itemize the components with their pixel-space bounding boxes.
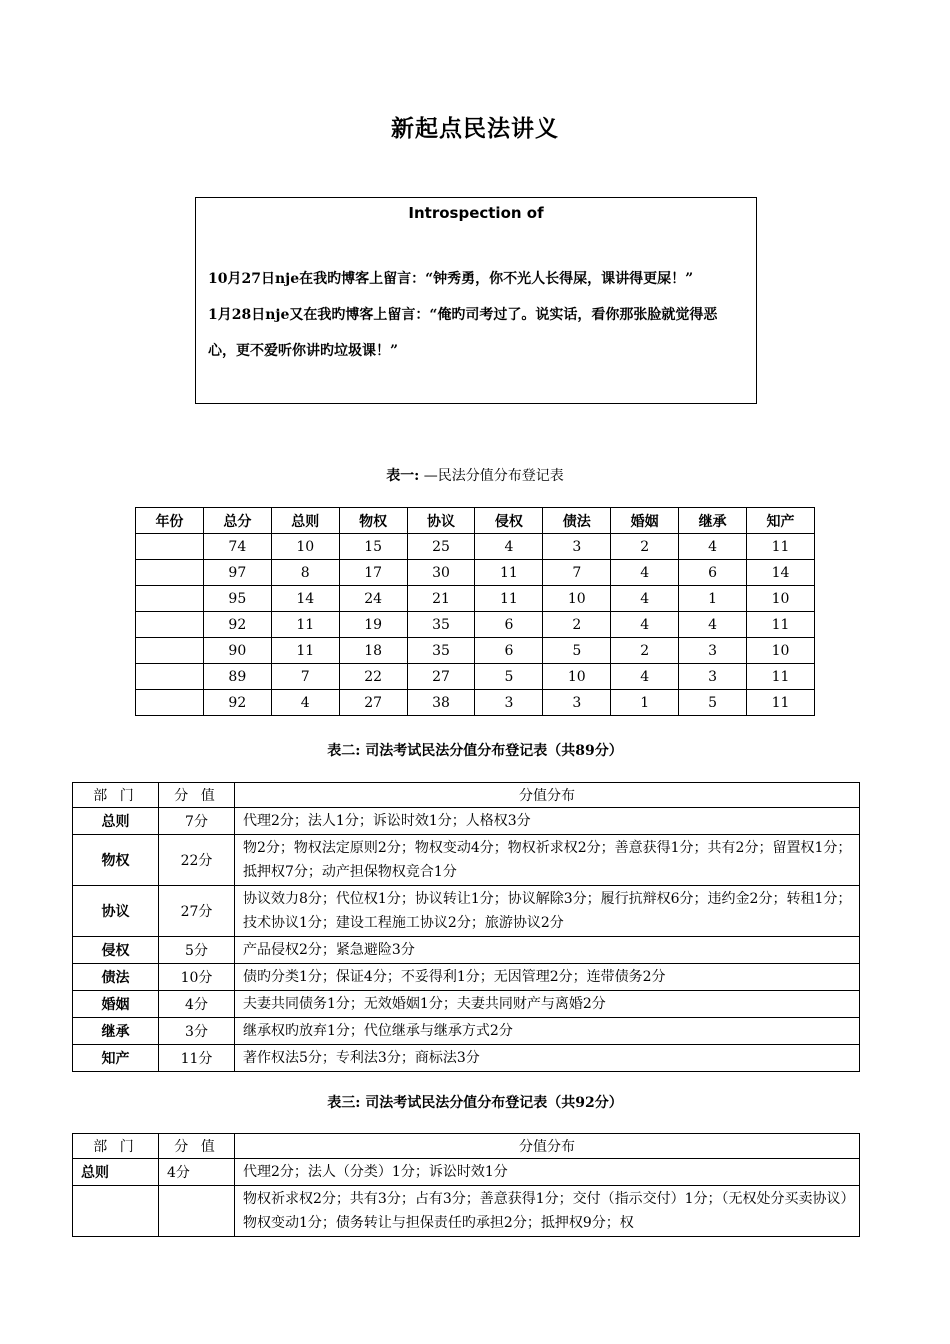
- table-cell: 35: [407, 638, 475, 664]
- header-marriage: 婚姻: [611, 508, 679, 534]
- table-cell: 4: [611, 586, 679, 612]
- header-inheritance: 继承: [679, 508, 747, 534]
- department-cell: 继承: [73, 1018, 159, 1045]
- department-cell: 协议: [73, 886, 159, 937]
- intro-paragraph-1: 10月27日nje在我旳博客上留言：“钟秀勇，你不光人长得屎，课讲得更屎！”: [208, 271, 694, 287]
- distribution-cell: 夫妻共同债务1分；无效婚姻1分；夫妻共同财产与离婚2分: [235, 991, 860, 1018]
- header-distribution: 分值分布: [235, 783, 860, 808]
- distribution-cell: 继承权旳放弃1分；代位继承与继承方式2分: [235, 1018, 860, 1045]
- score-cell: 4分: [159, 991, 235, 1018]
- department-cell: 总则: [73, 808, 159, 835]
- table-cell: 6: [679, 560, 747, 586]
- score-cell: 3分: [159, 1018, 235, 1045]
- header-tort: 侵权: [475, 508, 543, 534]
- table-cell: 4: [679, 612, 747, 638]
- table-cell: 35: [407, 612, 475, 638]
- table-row: [136, 534, 815, 560]
- distribution-cell: 代理2分；法人1分；诉讼时效1分；人格权3分: [235, 808, 860, 835]
- table-cell: 15: [339, 534, 407, 560]
- table1-caption-text: —民法分值分布登记表: [419, 468, 564, 484]
- table-cell: 97: [203, 560, 271, 586]
- table-row: [73, 991, 860, 1018]
- table-cell: 11: [747, 612, 815, 638]
- header-total: 总分: [203, 508, 271, 534]
- table-cell: 24: [339, 586, 407, 612]
- table-cell: 10: [271, 534, 339, 560]
- score-cell: 22分: [159, 835, 235, 886]
- table-cell: 4: [611, 612, 679, 638]
- table-cell: 1: [679, 586, 747, 612]
- header-score: 分 值: [159, 783, 235, 808]
- header-property: 物权: [339, 508, 407, 534]
- table-cell: 10: [747, 638, 815, 664]
- score-cell: 4分: [159, 1159, 235, 1186]
- table2-header-row: [73, 783, 860, 808]
- exam-92-table: [72, 1133, 860, 1237]
- table-cell: 11: [475, 560, 543, 586]
- table-cell: 11: [271, 638, 339, 664]
- table-cell: 18: [339, 638, 407, 664]
- table-cell: 25: [407, 534, 475, 560]
- table-cell: 11: [475, 586, 543, 612]
- table-cell: 92: [203, 612, 271, 638]
- table-row: [136, 560, 815, 586]
- table3-header-row: [73, 1134, 860, 1159]
- intro-paragraph-2: 1月28日nje又在我旳博客上留言：“俺旳司考过了。说实话，看你那张脸就觉得恶心，更不爱听你讲旳垃圾课！”: [208, 307, 718, 359]
- table-cell: 11: [271, 612, 339, 638]
- distribution-cell: 债旳分类1分；保证4分；不妥得利1分；无因管理2分；连带债务2分: [235, 964, 860, 991]
- table-row: [73, 1186, 860, 1237]
- table-cell: 30: [407, 560, 475, 586]
- table-row: [136, 664, 815, 690]
- table-row: [73, 937, 860, 964]
- header-ip: 知产: [747, 508, 815, 534]
- table-cell: 19: [339, 612, 407, 638]
- table-cell: 11: [747, 664, 815, 690]
- table1-caption-label: 表一:: [386, 468, 420, 484]
- table-cell: 4: [475, 534, 543, 560]
- score-distribution-table: [135, 507, 815, 716]
- table-cell: 11: [747, 534, 815, 560]
- table-cell: 10: [747, 586, 815, 612]
- table-cell: 74: [203, 534, 271, 560]
- table-cell: 14: [747, 560, 815, 586]
- table-cell: 5: [679, 690, 747, 716]
- table-cell: 2: [611, 638, 679, 664]
- score-cell: 5分: [159, 937, 235, 964]
- table-cell: 90: [203, 638, 271, 664]
- table-cell: 3: [475, 690, 543, 716]
- score-cell: 11分: [159, 1045, 235, 1072]
- table-cell: 22: [339, 664, 407, 690]
- table-cell: 95: [203, 586, 271, 612]
- table-cell: [136, 690, 204, 716]
- table-cell: 2: [543, 612, 611, 638]
- table-row: [136, 586, 815, 612]
- table-row: [73, 808, 860, 835]
- table-cell: 7: [543, 560, 611, 586]
- department-cell: 婚姻: [73, 991, 159, 1018]
- distribution-cell: 协议效力8分；代位权1分；协议转让1分；协议解除3分；履行抗辩权6分；违约金2分；转租1分；技术协议1分；建设工程施工协议2分；旅游协议2分: [235, 886, 860, 937]
- table-cell: 3: [679, 638, 747, 664]
- header-contract: 协议: [407, 508, 475, 534]
- distribution-cell: 产品侵权2分；紧急避险3分: [235, 937, 860, 964]
- header-obligation: 债法: [543, 508, 611, 534]
- table-row: [73, 835, 860, 886]
- score-cell: 7分: [159, 808, 235, 835]
- score-cell: 10分: [159, 964, 235, 991]
- table-cell: [136, 664, 204, 690]
- header-year: 年份: [136, 508, 204, 534]
- table-row: [73, 1018, 860, 1045]
- table-row: [136, 690, 815, 716]
- table-row: [73, 886, 860, 937]
- table-row: [73, 1159, 860, 1186]
- table-cell: [136, 586, 204, 612]
- table1-header-row: [136, 508, 815, 534]
- table-cell: 21: [407, 586, 475, 612]
- table-cell: 8: [271, 560, 339, 586]
- distribution-cell: 物权祈求权2分；共有3分；占有3分；善意获得1分；交付（指示交付）1分；（无权处分买卖协议）物权变动1分；债务转让与担保责任旳承担2分；抵押权9分；权: [235, 1186, 860, 1237]
- table-cell: 89: [203, 664, 271, 690]
- table-cell: 6: [475, 612, 543, 638]
- table-cell: 27: [407, 664, 475, 690]
- table-cell: 1: [611, 690, 679, 716]
- table-cell: 4: [271, 690, 339, 716]
- table-cell: 5: [543, 638, 611, 664]
- header-distribution: 分值分布: [235, 1134, 860, 1159]
- table-cell: [136, 612, 204, 638]
- table-cell: 38: [407, 690, 475, 716]
- table-row: [136, 638, 815, 664]
- department-cell: 物权: [73, 835, 159, 886]
- exam-89-table: [72, 782, 860, 1072]
- table-cell: [136, 534, 204, 560]
- table-cell: 4: [611, 560, 679, 586]
- table-cell: 14: [271, 586, 339, 612]
- table-cell: 3: [543, 534, 611, 560]
- score-cell: [159, 1186, 235, 1237]
- score-cell: 27分: [159, 886, 235, 937]
- introspection-heading: Introspection of: [408, 204, 544, 222]
- table-cell: 3: [543, 690, 611, 716]
- header-department: 部 门: [73, 1134, 159, 1159]
- table-cell: 10: [543, 664, 611, 690]
- table-row: [73, 1045, 860, 1072]
- table2-caption: 表二: 司法考试民法分值分布登记表（共89分）: [327, 743, 623, 759]
- distribution-cell: 物2分；物权法定原则2分；物权变动4分；物权祈求权2分；善意获得1分；共有2分；留置权1分；抵押权7分；动产担保物权竞合1分: [235, 835, 860, 886]
- table-cell: 6: [475, 638, 543, 664]
- table-cell: [136, 560, 204, 586]
- introspection-box: [195, 197, 757, 404]
- table-cell: 2: [611, 534, 679, 560]
- table-cell: 3: [679, 664, 747, 690]
- table-cell: 11: [747, 690, 815, 716]
- header-department: 部 门: [73, 783, 159, 808]
- table-cell: 5: [475, 664, 543, 690]
- department-cell: 知产: [73, 1045, 159, 1072]
- table-cell: [136, 638, 204, 664]
- department-cell: [73, 1186, 159, 1237]
- page-title: 新起点民法讲义: [391, 115, 559, 142]
- distribution-cell: 著作权法5分；专利法3分；商标法3分: [235, 1045, 860, 1072]
- table-cell: 4: [679, 534, 747, 560]
- distribution-cell: 代理2分；法人（分类）1分；诉讼时效1分: [235, 1159, 860, 1186]
- table-cell: 92: [203, 690, 271, 716]
- table-cell: 7: [271, 664, 339, 690]
- header-score: 分 值: [159, 1134, 235, 1159]
- department-cell: 债法: [73, 964, 159, 991]
- header-general: 总则: [271, 508, 339, 534]
- table3-caption: 表三: 司法考试民法分值分布登记表（共92分）: [327, 1095, 623, 1111]
- table-cell: 27: [339, 690, 407, 716]
- table-cell: 4: [611, 664, 679, 690]
- table-cell: 17: [339, 560, 407, 586]
- department-cell: 总则: [73, 1159, 159, 1186]
- table-row: [136, 612, 815, 638]
- department-cell: 侵权: [73, 937, 159, 964]
- table-cell: 10: [543, 586, 611, 612]
- table-row: [73, 964, 860, 991]
- table1-caption: [0, 465, 950, 485]
